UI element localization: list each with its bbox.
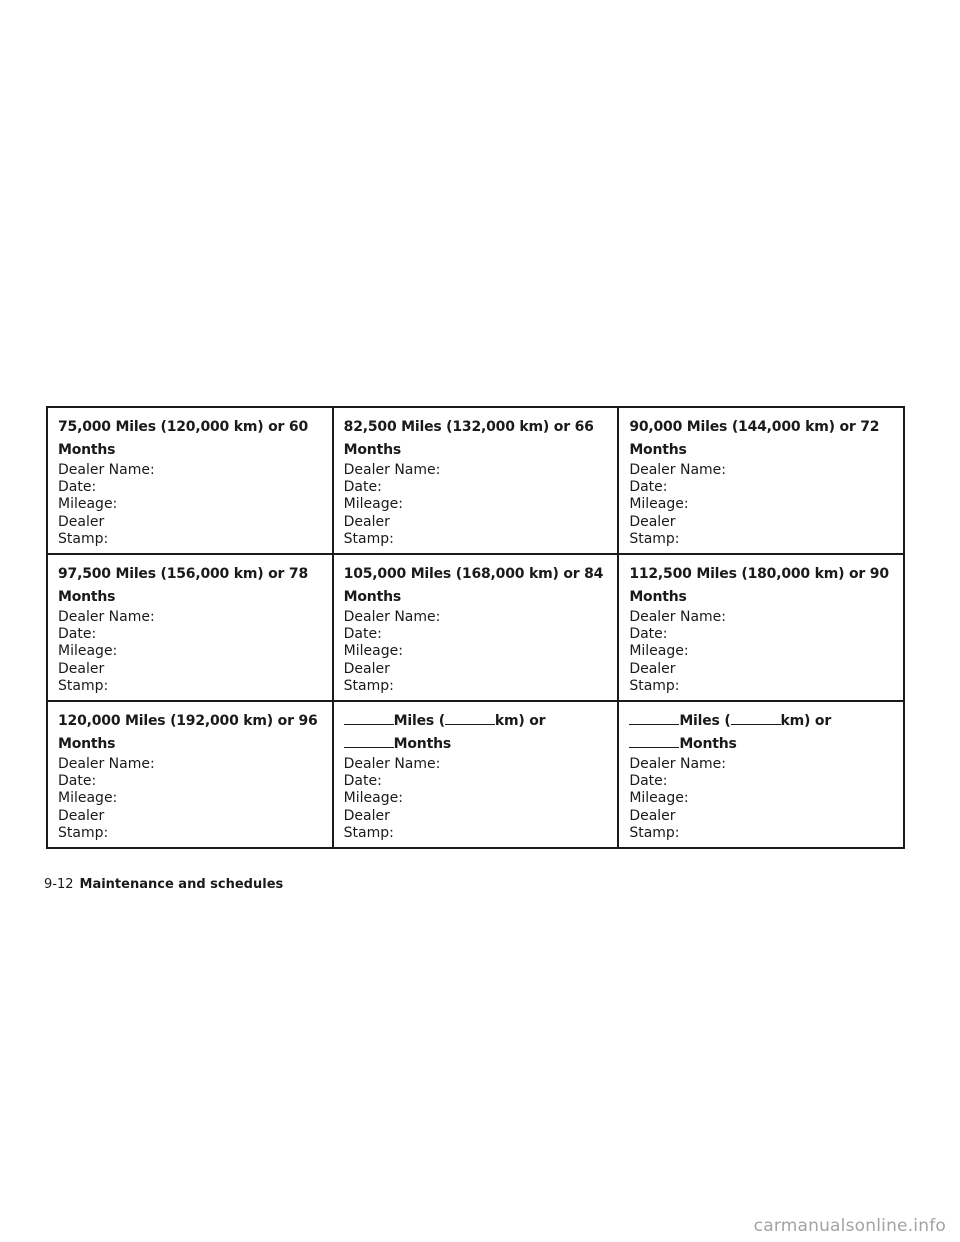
- km-text: km) or: [780, 713, 832, 730]
- date-label: Date:: [629, 479, 668, 496]
- stamp-label: Stamp:: [58, 677, 109, 694]
- maintenance-cell: [618, 554, 904, 701]
- blank-miles-line: [629, 710, 679, 725]
- interval-heading: 112,500 Miles (180,000 km) or 90 Months: [629, 566, 889, 606]
- dealer-label: Dealer: [629, 660, 676, 677]
- date-label: Date:: [343, 626, 382, 643]
- mileage-label: Mileage:: [58, 790, 118, 807]
- maintenance-cell: [618, 407, 904, 554]
- date-label: Date:: [58, 773, 97, 790]
- km-text: km) or: [494, 713, 546, 730]
- stamp-label: Stamp:: [629, 677, 680, 694]
- dealer-label: Dealer: [58, 513, 105, 530]
- stamp-label: Stamp:: [629, 824, 680, 841]
- dealer-label: Dealer: [58, 807, 105, 824]
- maintenance-cell: [333, 554, 619, 701]
- interval-heading: 120,000 Miles (192,000 km) or 96 Months: [58, 713, 318, 753]
- page-footer: [44, 876, 283, 894]
- stamp-label: Stamp:: [343, 677, 394, 694]
- interval-heading: 90,000 Miles (144,000 km) or 72 Months: [629, 419, 880, 458]
- maintenance-cell: [618, 701, 904, 848]
- mileage-label: Mileage:: [629, 496, 689, 513]
- stamp-label: Stamp:: [58, 530, 109, 547]
- section-title: Maintenance and schedules: [79, 877, 284, 892]
- dealer-label: Dealer: [58, 660, 105, 677]
- interval-heading: 75,000 Miles (120,000 km) or 60 Months: [58, 419, 309, 458]
- blank-km-line: [731, 710, 781, 725]
- interval-heading: 82,500 Miles (132,000 km) or 66 Months: [343, 419, 594, 458]
- stamp-label: Stamp:: [343, 824, 394, 841]
- dealer-label: Dealer: [343, 807, 390, 824]
- dealer-name-label: Dealer Name:: [58, 756, 155, 773]
- maintenance-cell: [47, 554, 333, 701]
- mileage-label: Mileage:: [58, 496, 118, 513]
- blank-km-line: [445, 710, 495, 725]
- stamp-label: Stamp:: [343, 530, 394, 547]
- dealer-label: Dealer: [629, 513, 676, 530]
- months-text: Months: [679, 736, 737, 753]
- date-label: Date:: [629, 773, 668, 790]
- blank-interval-heading: [344, 710, 608, 756]
- dealer-label: Dealer: [629, 807, 676, 824]
- dealer-name-label: Dealer Name:: [343, 756, 441, 773]
- date-label: Date:: [343, 773, 382, 790]
- interval-heading: 97,500 Miles (156,000 km) or 78 Months: [58, 566, 309, 606]
- miles-text: Miles (: [393, 713, 445, 730]
- date-label: Date:: [58, 479, 97, 496]
- maintenance-log-table: [46, 406, 905, 849]
- stamp-label: Stamp:: [58, 824, 109, 841]
- blank-months-line: [344, 733, 394, 748]
- maintenance-cell: [333, 701, 619, 848]
- mileage-label: Mileage:: [629, 790, 689, 807]
- mileage-label: Mileage:: [343, 496, 403, 513]
- blank-interval-heading: [629, 710, 893, 756]
- table-row: [47, 407, 904, 554]
- blank-months-line: [629, 733, 679, 748]
- maintenance-cell: [47, 407, 333, 554]
- dealer-name-label: Dealer Name:: [58, 609, 155, 626]
- interval-heading: 105,000 Miles (168,000 km) or 84 Months: [343, 566, 604, 606]
- dealer-name-label: Dealer Name:: [629, 462, 727, 478]
- stamp-label: Stamp:: [629, 530, 680, 547]
- dealer-name-label: Dealer Name:: [343, 609, 441, 626]
- dealer-name-label: Dealer Name:: [343, 462, 441, 478]
- mileage-label: Mileage:: [58, 643, 118, 660]
- date-label: Date:: [629, 626, 668, 643]
- dealer-label: Dealer: [343, 513, 390, 530]
- page-number: 9-12: [44, 877, 74, 892]
- table-row: [47, 554, 904, 701]
- miles-text: Miles (: [679, 713, 731, 730]
- dealer-name-label: Dealer Name:: [58, 462, 155, 478]
- blank-miles-line: [344, 710, 394, 725]
- dealer-label: Dealer: [343, 660, 390, 677]
- maintenance-cell: [47, 701, 333, 848]
- mileage-label: Mileage:: [343, 643, 403, 660]
- months-text: Months: [393, 736, 451, 753]
- dealer-name-label: Dealer Name:: [629, 609, 727, 626]
- mileage-label: Mileage:: [343, 790, 403, 807]
- mileage-label: Mileage:: [629, 643, 689, 660]
- date-label: Date:: [343, 479, 382, 496]
- date-label: Date:: [58, 626, 97, 643]
- table-row: [47, 701, 904, 848]
- maintenance-cell: [333, 407, 619, 554]
- dealer-name-label: Dealer Name:: [629, 756, 727, 773]
- watermark: carmanualsonline.info: [753, 1216, 946, 1236]
